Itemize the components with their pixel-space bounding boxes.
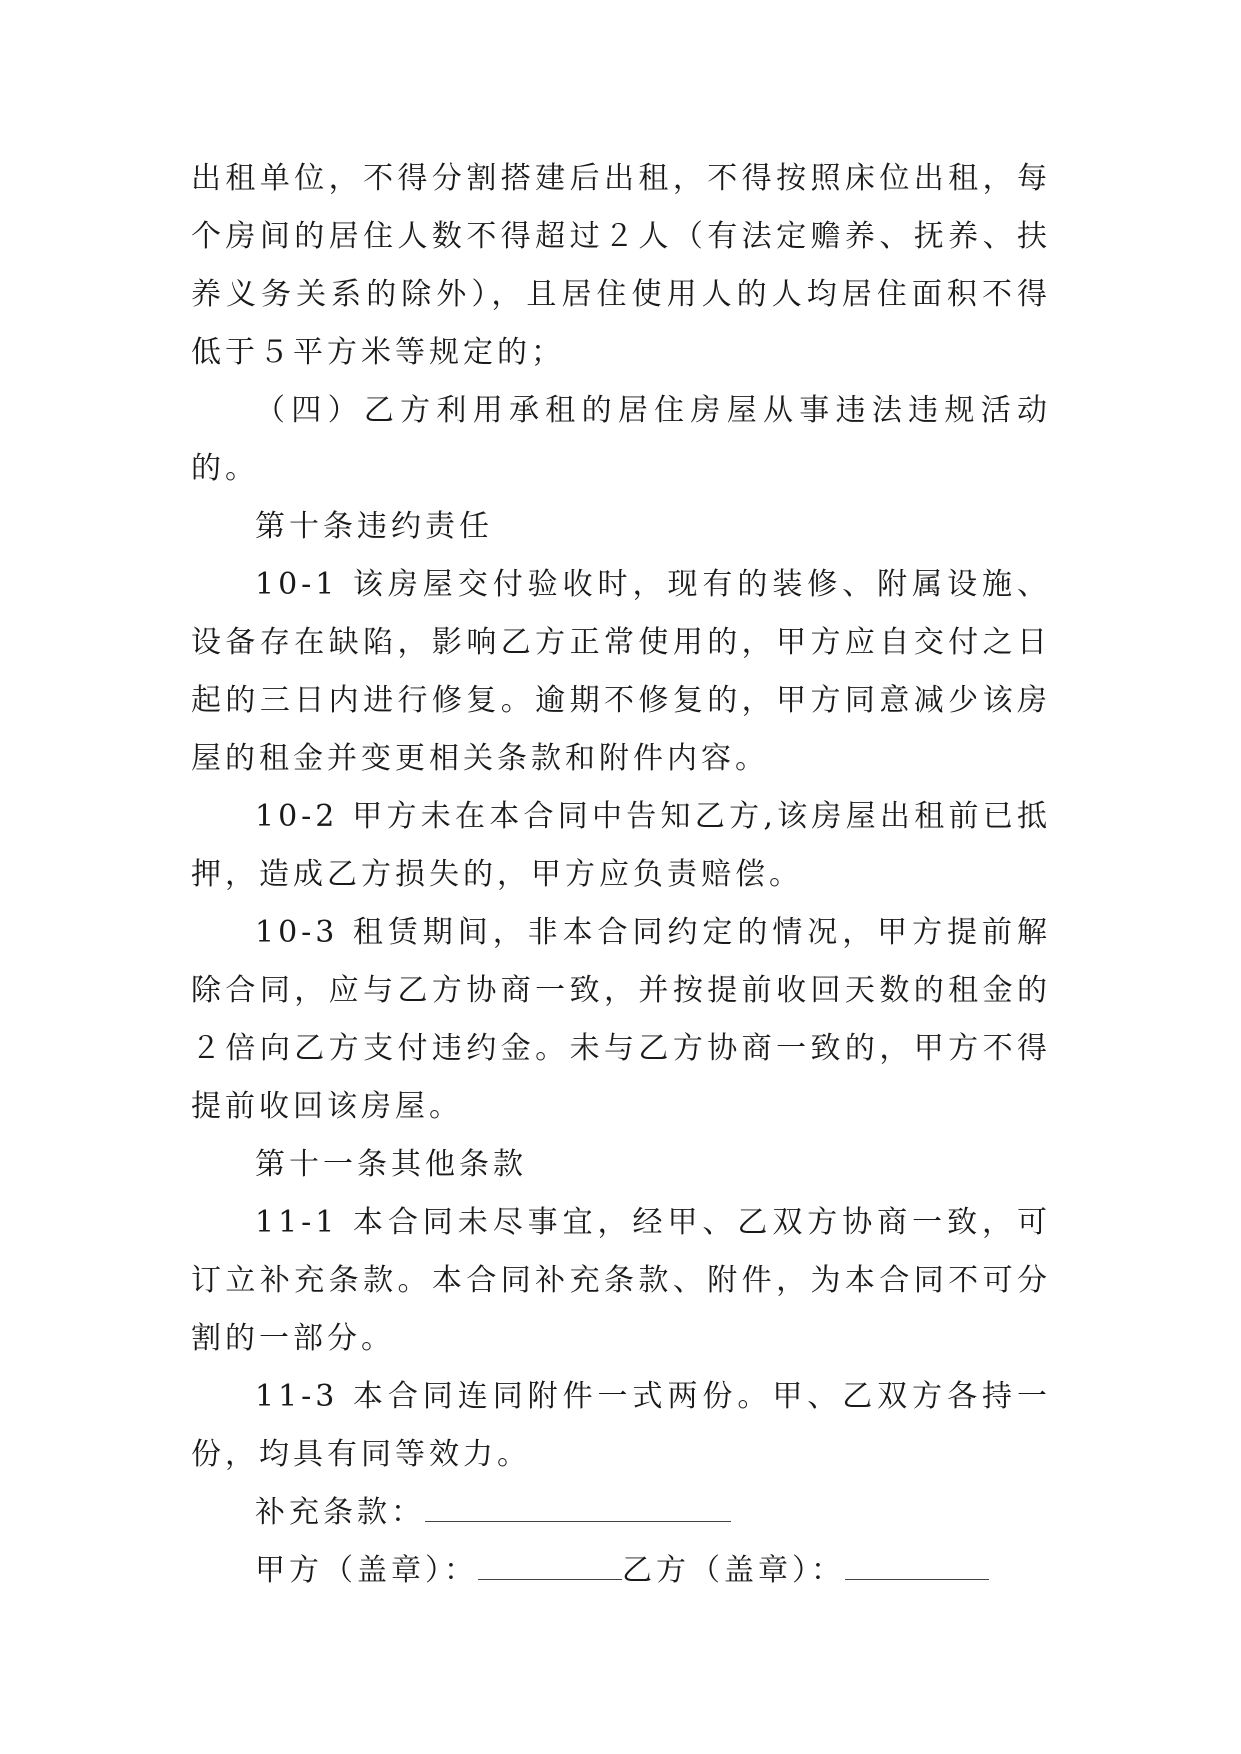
supplement-label: 补充条款： <box>255 1495 425 1530</box>
supplement-line <box>191 1484 1051 1542</box>
paragraph-item3-continuation: 出租单位，不得分割搭建后出租，不得按照床位出租，每个房间的居住人数不得超过２人（有法定赡养、抚养、扶养义务关系的除外），且居住使用人的人均居住面积不得低于５平方米等规定的； <box>191 161 1051 370</box>
clause-10-3: 10-3 租赁期间，非本合同约定的情况，甲方提前解除合同，应与乙方协商一致，并按提前收回天数的租金的２倍向乙方支付违约金。未与乙方协商一致的，甲方不得提前收回该房屋。 <box>191 915 1051 1124</box>
contract-body <box>191 150 1051 1600</box>
clause-10-2: 10-2 甲方未在本合同中告知乙方,该房屋出租前已抵押，造成乙方损失的，甲方应负责赔偿。 <box>191 799 1051 892</box>
party-a-seal-blank <box>478 1543 622 1580</box>
heading-article-10: 第十条违约责任 <box>255 509 493 544</box>
signature-line <box>191 1542 1051 1600</box>
party-b-seal-blank <box>845 1543 989 1580</box>
clause-11-3: 11-3 本合同连同附件一式两份。甲、乙双方各持一份，均具有同等效力。 <box>191 1379 1051 1472</box>
clause-10-1: 10-1 该房屋交付验收时，现有的装修、附属设施、设备存在缺陷，影响乙方正常使用的，甲方应自交付之日起的三日内进行修复。逾期不修复的，甲方同意减少该房屋的租金并变更相关条款和附件内容。 <box>191 567 1051 776</box>
paragraph-item4: （四）乙方利用承租的居住房屋从事违法违规活动的。 <box>191 393 1051 486</box>
clause-11-1: 11-1 本合同未尽事宜，经甲、乙双方协商一致，可订立补充条款。本合同补充条款、附件，为本合同不可分割的一部分。 <box>191 1205 1051 1356</box>
party-a-seal-label: 甲方（盖章）： <box>255 1553 478 1588</box>
heading-article-11: 第十一条其他条款 <box>255 1147 527 1182</box>
supplement-blank <box>425 1485 731 1522</box>
party-b-seal-label: 乙方（盖章）： <box>622 1553 845 1588</box>
